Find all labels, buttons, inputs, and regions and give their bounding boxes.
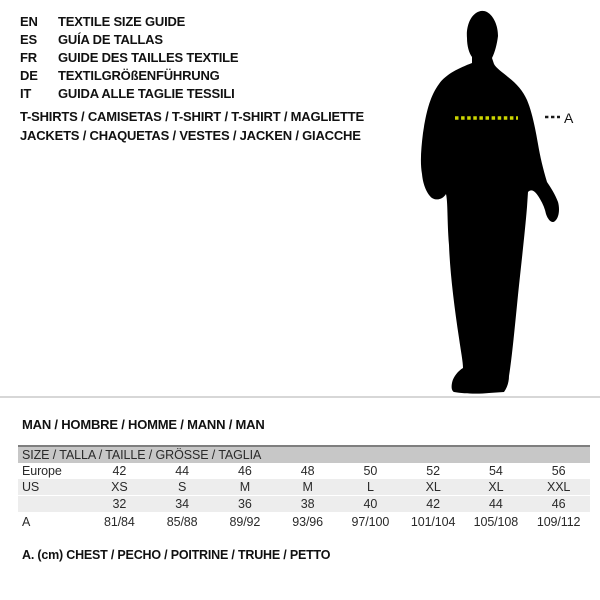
table-row <box>18 479 590 496</box>
size-cell: 52 <box>426 464 440 478</box>
language-label: GUIDE DES TAILLES TEXTILE <box>58 50 239 65</box>
size-cell: 48 <box>300 464 315 478</box>
category-lines <box>20 107 364 145</box>
measure-label-a: A <box>564 110 574 126</box>
size-cell: 38 <box>276 496 339 513</box>
size-cell: XS <box>88 479 151 496</box>
section-divider <box>0 396 600 398</box>
size-cell: XL <box>465 479 528 496</box>
language-code: DE <box>20 68 38 83</box>
size-cell: 32 <box>88 496 151 513</box>
language-row-fr <box>20 49 238 67</box>
language-code: IT <box>20 86 32 101</box>
language-guide-list <box>20 13 238 103</box>
size-cell: 44 <box>465 496 528 513</box>
size-cell: 42 <box>112 464 127 478</box>
size-cell: XL <box>402 479 465 496</box>
size-cell: 85/88 <box>166 515 198 529</box>
language-label: TEXTILE SIZE GUIDE <box>58 14 186 29</box>
table-row <box>18 512 590 533</box>
size-cell: 56 <box>551 464 566 478</box>
category-line-tshirts: T-SHIRTS / CAMISETAS / T-SHIRT / T-SHIRT / MAGLIETTE <box>20 109 364 124</box>
size-cell: M <box>214 479 277 496</box>
row-label: US <box>18 479 88 496</box>
size-cell: 34 <box>151 496 214 513</box>
row-label: A <box>22 515 31 529</box>
size-cell: 54 <box>489 464 503 478</box>
size-cell: 46 <box>238 464 252 478</box>
size-cell: 109/112 <box>536 515 581 529</box>
size-cell: 50 <box>363 464 378 478</box>
language-code: ES <box>20 32 37 47</box>
size-table-header-row <box>18 446 590 463</box>
size-cell: S <box>151 479 214 496</box>
size-table-body <box>18 463 590 533</box>
size-cell: M <box>276 479 339 496</box>
man-figure <box>405 0 600 400</box>
language-code: FR <box>20 50 37 65</box>
size-cell: L <box>339 479 402 496</box>
language-row-en <box>20 13 238 31</box>
language-label: GUIDA ALLE TAGLIE TESSILI <box>58 86 235 101</box>
table-row <box>18 463 590 479</box>
size-cell: 36 <box>214 496 277 513</box>
man-silhouette <box>421 11 559 394</box>
size-cell: 105/108 <box>473 515 519 529</box>
language-code: EN <box>20 14 38 29</box>
section-title: MAN / HOMBRE / HOMME / MANN / MAN <box>22 417 265 432</box>
size-cell: 89/92 <box>229 515 261 529</box>
size-cell: 42 <box>402 496 465 513</box>
measure-footnote: A. (cm) CHEST / PECHO / POITRINE / TRUHE / PETTO <box>22 548 331 562</box>
size-cell: 101/104 <box>410 515 456 529</box>
size-cell: 97/100 <box>351 515 390 529</box>
size-table-header: SIZE / TALLA / TAILLE / GRÖSSE / TAGLIA <box>18 446 590 463</box>
size-cell: 44 <box>175 464 189 478</box>
row-label: Europe <box>22 464 62 478</box>
size-cell: 81/84 <box>103 515 135 529</box>
language-row-es <box>20 31 238 49</box>
size-table-wrap <box>18 445 590 533</box>
category-line-jackets: JACKETS / CHAQUETAS / VESTES / JACKEN / GIACCHE <box>20 128 361 143</box>
size-table <box>18 445 590 533</box>
man-silhouette-svg <box>405 0 600 400</box>
language-label: GUÍA DE TALLAS <box>58 32 163 47</box>
size-cell: 46 <box>527 496 590 513</box>
language-row-it <box>20 85 238 103</box>
language-row-de <box>20 67 238 85</box>
size-cell: XXL <box>527 479 590 496</box>
table-row <box>18 496 590 513</box>
size-cell: 40 <box>339 496 402 513</box>
row-label <box>18 496 88 513</box>
language-label: TEXTILGRÖßENFÜHRUNG <box>58 68 220 83</box>
size-cell: 93/96 <box>292 515 324 529</box>
